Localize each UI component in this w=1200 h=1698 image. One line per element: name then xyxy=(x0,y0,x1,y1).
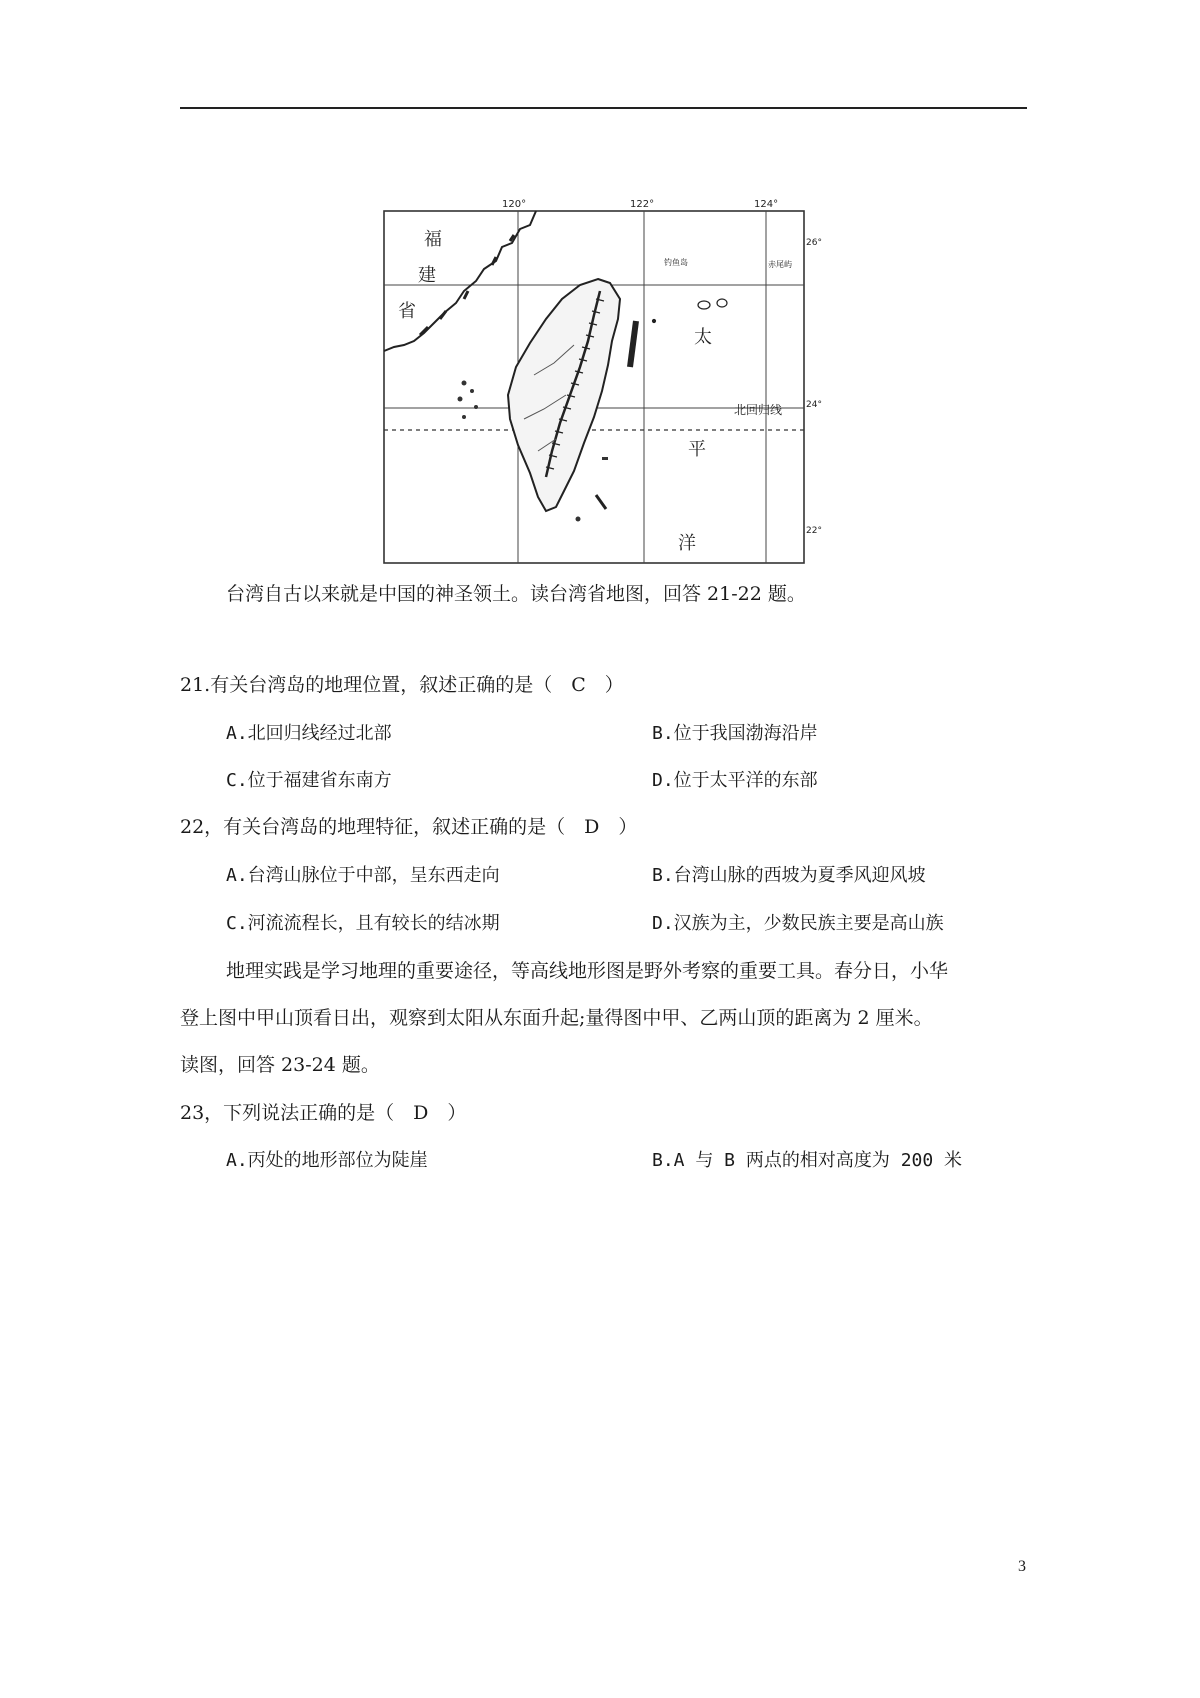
lon-label-122: 122° xyxy=(630,199,655,210)
q23-option-b: B.A 与 B 两点的相对高度为 200 米 xyxy=(652,1150,963,1171)
land-char-jian: 建 xyxy=(418,265,436,286)
q21-option-c: C.位于福建省东南方 xyxy=(226,770,392,791)
intro-23-24-line1: 地理实践是学习地理的重要途径，等高线地形图是野外考察的重要工具。春分日，小华 xyxy=(226,960,949,982)
q21-option-a: A.北回归线经过北部 xyxy=(226,723,392,744)
chiwei-label: 赤尾屿 xyxy=(768,260,792,269)
sea-char-yang: 洋 xyxy=(678,533,696,554)
taiwan-island xyxy=(508,279,620,511)
q22-option-b: B.台湾山脉的西坡为夏季风迎风坡 xyxy=(652,865,926,886)
fujian-coastline xyxy=(384,211,536,351)
intro-23-24-line2: 登上图中甲山顶看日出，观察到太阳从东面升起;量得图中甲、乙两山顶的距离为 2 厘米。 xyxy=(180,1007,933,1029)
intro-23-24-line3: 读图，回答 23-24 题。 xyxy=(180,1054,380,1076)
sea-char-ping: 平 xyxy=(688,439,706,460)
q22-option-c: C.河流流程长，且有较长的结冰期 xyxy=(226,913,500,934)
offshore-ridge xyxy=(630,321,636,367)
q23-option-a: A.丙处的地形部位为陡崖 xyxy=(226,1150,428,1171)
diaoyu-label: 钓鱼岛 xyxy=(664,258,688,267)
intro-21-22: 台湾自古以来就是中国的神圣领土。读台湾省地图，回答 21-22 题。 xyxy=(226,583,806,605)
land-char-sheng: 省 xyxy=(398,301,416,322)
tropic-label: 北回归线 xyxy=(734,403,783,417)
lat-label-22: 22° xyxy=(806,526,822,536)
q23-stem: 23，下列说法正确的是（ D ） xyxy=(180,1102,467,1124)
lon-label-124: 124° xyxy=(754,199,779,210)
header-rule xyxy=(180,107,1027,109)
land-char-fu: 福 xyxy=(424,229,442,250)
lat-label-24: 24° xyxy=(806,400,822,410)
sea-char-tai: 太 xyxy=(694,327,712,348)
green-island xyxy=(602,457,608,460)
q22-stem: 22，有关台湾岛的地理特征，叙述正确的是（ D ） xyxy=(180,816,638,838)
south-isle xyxy=(596,495,606,509)
taiwan-map xyxy=(384,195,822,567)
penghu-islands xyxy=(458,381,479,420)
q21-option-d: D.位于太平洋的东部 xyxy=(652,770,818,791)
lat-label-26: 26° xyxy=(806,238,822,248)
lon-label-120: 120° xyxy=(502,199,527,210)
diaoyu-islands xyxy=(653,299,728,323)
orchid-island xyxy=(576,517,581,522)
page-number: 3 xyxy=(1018,1558,1026,1575)
q21-option-b: B.位于我国渤海沿岸 xyxy=(652,723,818,744)
q22-option-d: D.汉族为主，少数民族主要是高山族 xyxy=(652,913,944,934)
q22-option-a: A.台湾山脉位于中部，呈东西走向 xyxy=(226,865,500,886)
q21-stem: 21.有关台湾岛的地理位置，叙述正确的是（ C ） xyxy=(180,674,624,696)
